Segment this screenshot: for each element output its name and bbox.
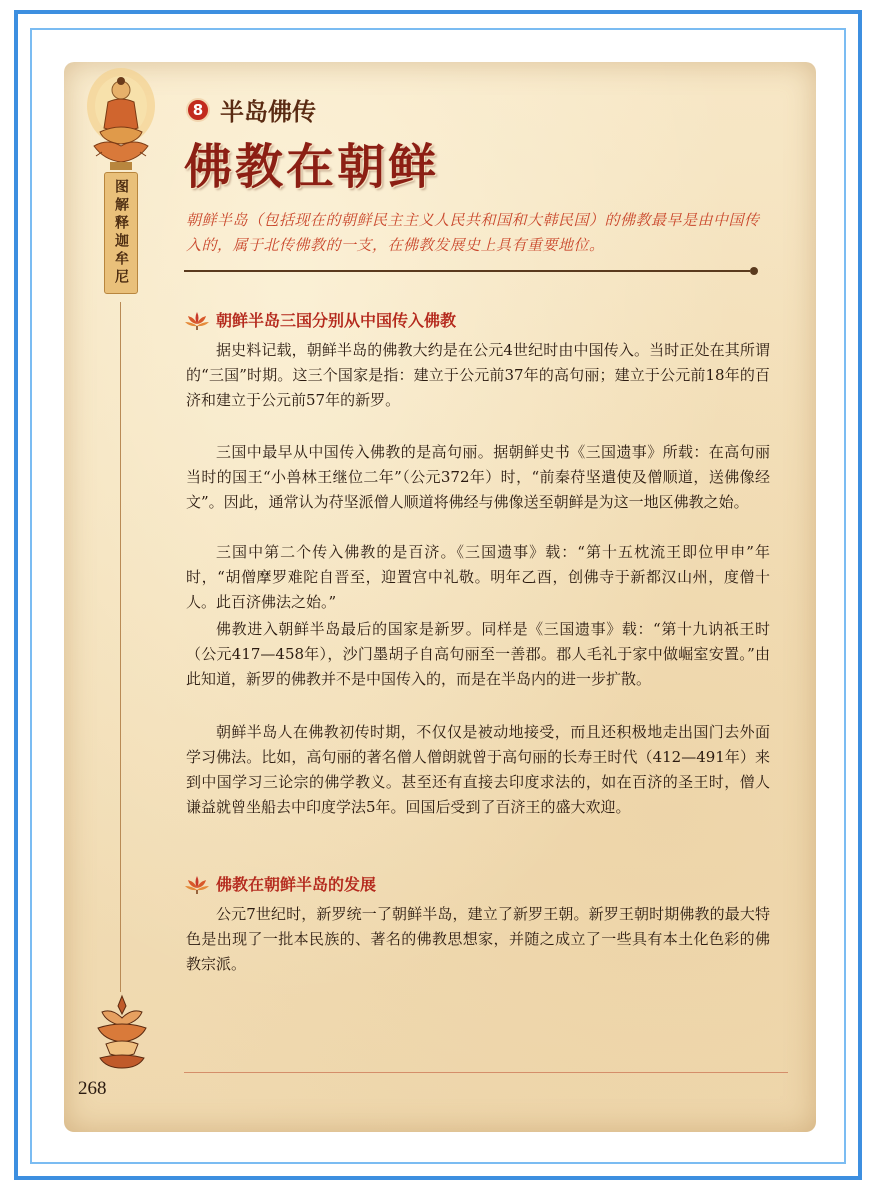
intro-divider: [184, 270, 750, 272]
paragraph: 三国中第二个传入佛教的是百济。《三国遗事》载：“第十五枕流王即位甲申”年时，“胡僧摩罗难陀自晋至，迎置宫中礼敬。明年乙酉，创佛寺于新都汉山州，度僧十人。此百济佛法之始。”: [186, 543, 770, 611]
book-page: [64, 62, 816, 1132]
lotus-icon: [184, 310, 210, 330]
page-title: 佛教在朝鲜: [184, 139, 440, 195]
chapter-heading: [186, 92, 316, 127]
paragraph: 朝鲜半岛人在佛教初传时期，不仅仅是被动地接受，而且还积极地走出国门去外面学习佛法。比如，高句丽的著名僧人僧朗就曾于高句丽的长寿王时代（412—491年）来到中国学习三论宗的佛学教义。甚至还有直接去印度求法的，如在百济的圣王时，僧人谦益就曾坐船去中印度学法5年。回国后受到了百济王的盛大欢迎。: [186, 723, 770, 816]
paragraph: 佛教进入朝鲜半岛最后的国家是新罗。同样是《三国遗事》载：“第十九讷祇王时（公元417—458年），沙门墨胡子自高句丽至一善郡。郡人毛礼于家中做崛室安置。”由此知道，新罗的佛教并不是中国传入的，而是在半岛内的进一步扩散。: [186, 620, 770, 688]
section-heading-text: 佛教在朝鲜半岛的发展: [216, 875, 377, 894]
page-number: 268: [78, 1078, 107, 1099]
paragraph: 公元7世纪时，新罗统一了朝鲜半岛，建立了新罗王朝。新罗王朝时期佛教的最大特色是出现了一批本民族的、著名的佛教思想家，并随之成立了一些具有本土化色彩的佛教宗派。: [186, 905, 770, 973]
section-heading: [184, 308, 456, 331]
lotus-ornament-icon: [92, 992, 152, 1070]
intro-text: 朝鲜半岛（包括现在的朝鲜民主主义人民共和国和大韩民国）的佛教最早是由中国传入的，属于北传佛教的一支，在佛教发展史上具有重要地位。: [186, 211, 760, 254]
section-heading: [184, 872, 376, 895]
paragraph: 据史料记载，朝鲜半岛的佛教大约是在公元4世纪时由中国传入。当时正处在其所谓的“三国”时期。这三个国家是指：建立于公元前37年的高句丽；建立于公元前18年的百济和建立于公元前57年的新罗。: [186, 341, 770, 409]
lotus-icon: [184, 874, 210, 894]
sidebar-divider: [120, 302, 121, 992]
series-title: 图解释迦牟尼: [113, 179, 129, 287]
section-heading-text: 朝鲜半岛三国分别从中国传入佛教: [216, 311, 457, 330]
intro-divider-end: [750, 267, 758, 275]
footer-divider: [184, 1072, 788, 1073]
buddha-figure-icon: [82, 66, 160, 172]
chapter-number-badge: 8: [186, 98, 210, 122]
paragraph: 三国中最早从中国传入佛教的是高句丽。据朝鲜史书《三国遗事》所载：在高句丽当时的国王“小兽林王继位二年”（公元372年）时，“前秦苻坚遣使及僧顺道，送佛像经文”。因此，通常认为苻坚派僧人顺道将佛经与佛像送至朝鲜是为这一地区佛教之始。: [186, 443, 770, 511]
series-title-tab: [104, 172, 138, 294]
chapter-label: 半岛佛传: [220, 98, 316, 126]
